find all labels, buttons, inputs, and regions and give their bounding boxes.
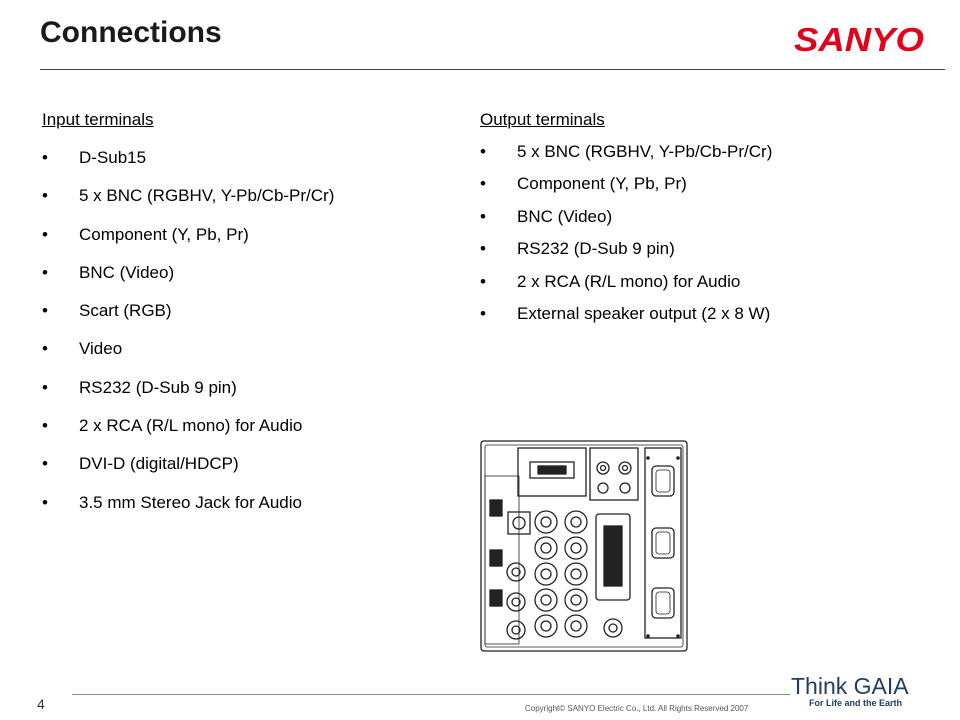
list-item [42,378,334,416]
list-item-text: RS232 (D-Sub 9 pin) [517,239,675,259]
input-terminals-list [42,148,334,531]
bullet: • [42,454,48,474]
list-item [42,301,334,339]
header-divider [40,69,945,70]
think-gaia-logo [791,674,931,714]
list-item-text: Scart (RGB) [79,301,172,321]
list-item [480,207,772,239]
list-item [42,148,334,186]
bullet: • [42,186,48,206]
bullet: • [42,262,48,282]
bullet: • [42,148,48,167]
copyright-notice: Copyright© SANYO Electric Co., Ltd. All Rights Reserved 2007 [525,704,749,713]
list-item-text: 5 x BNC (RGBHV, Y-Pb/Cb-Pr/Cr) [517,142,773,161]
bullet: • [480,271,486,291]
page-number: 4 [37,696,45,712]
connector-panel-diagram [480,440,688,652]
bullet: • [42,339,48,359]
bullet: • [480,142,486,161]
bullet: • [480,174,486,194]
list-item-text: BNC (Video) [79,262,175,282]
list-item-text: External speaker output (2 x 8 W) [517,303,771,323]
list-item [480,142,772,174]
bullet: • [42,377,48,397]
list-item-text: Component (Y, Pb, Pr) [79,224,249,244]
list-item-text: D-Sub15 [79,148,147,167]
list-item-text: BNC (Video) [517,206,613,226]
think-gaia-title: Think GAIA [791,673,909,699]
list-item [42,493,334,531]
bullet: • [480,239,486,259]
list-item-text: RS232 (D-Sub 9 pin) [79,377,237,397]
list-item-text: Video [79,339,123,359]
list-item [480,272,772,304]
input-terminals-heading: Input terminals [42,110,154,129]
sanyo-logo [791,18,927,62]
bullet: • [42,416,48,436]
list-item [480,304,772,336]
bullet: • [480,206,486,226]
page-title: Connections [40,16,222,49]
bullet: • [42,492,48,512]
list-item-text: 3.5 mm Stereo Jack for Audio [79,492,302,512]
list-item [42,339,334,377]
list-item [480,239,772,271]
list-item [42,454,334,492]
list-item-text: 2 x RCA (R/L mono) for Audio [79,416,303,436]
list-item [42,263,334,301]
list-item [42,225,334,263]
output-terminals-heading: Output terminals [480,110,605,129]
list-item [480,174,772,206]
list-item-text: DVI-D (digital/HDCP) [79,454,239,474]
bullet: • [42,224,48,244]
bullet: • [480,303,486,323]
sanyo-logo-text: SANYO [794,21,925,58]
think-gaia-tagline: For Life and the Earth [809,698,903,708]
list-item-text: 2 x RCA (R/L mono) for Audio [517,271,741,291]
list-item-text: Component (Y, Pb, Pr) [517,174,687,194]
list-item-text: 5 x BNC (RGBHV, Y-Pb/Cb-Pr/Cr) [79,186,335,206]
output-terminals-list [480,142,772,336]
list-item [42,186,334,224]
list-item [42,416,334,454]
footer-divider [72,694,790,695]
bullet: • [42,301,48,321]
